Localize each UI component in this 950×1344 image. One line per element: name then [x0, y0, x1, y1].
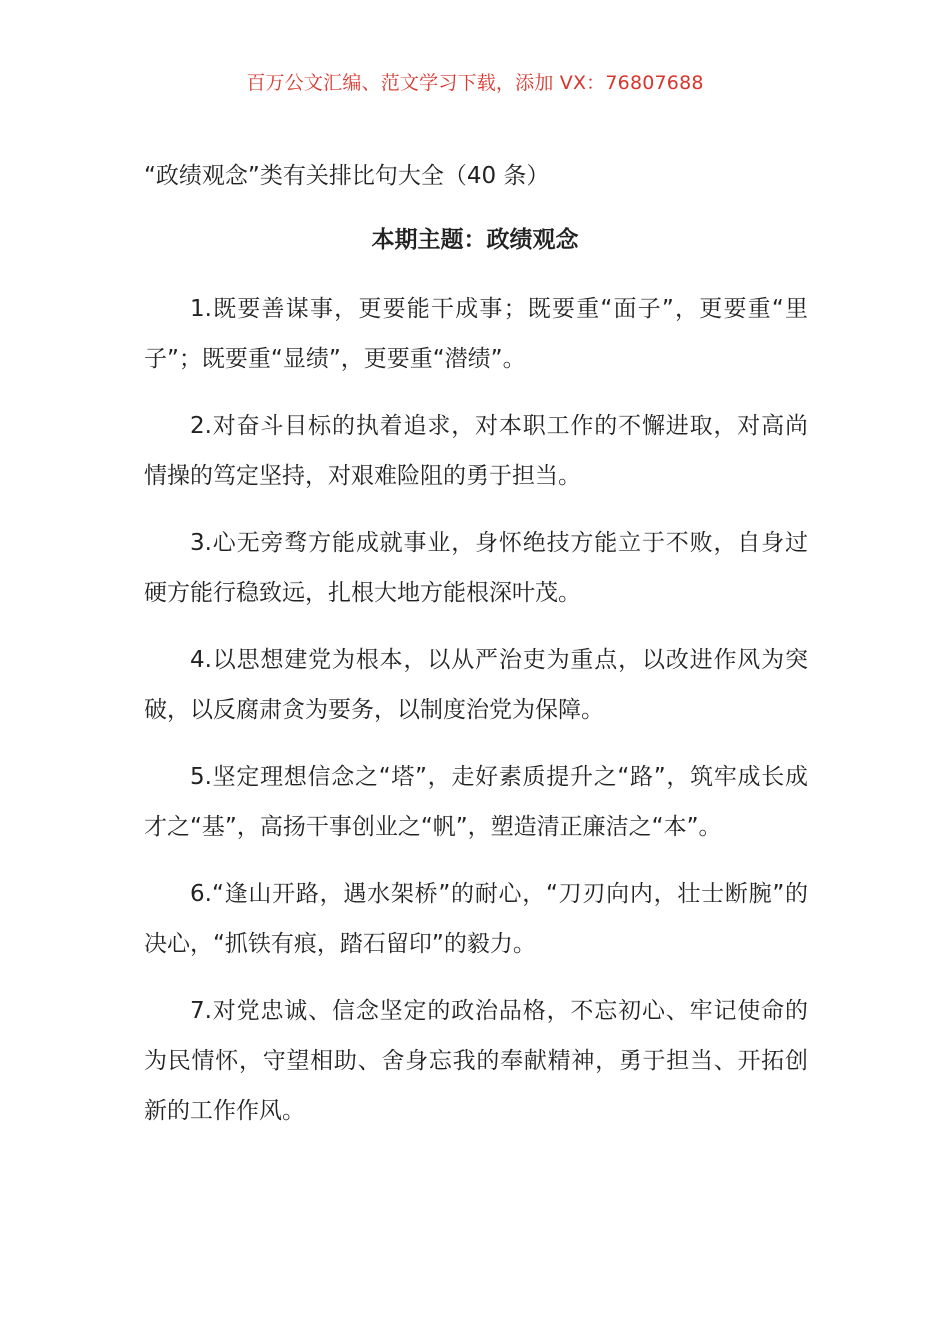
paragraph-6: 6.“逢山开路，遇水架桥”的耐心，“刀刃向内，壮士断腕”的决心，“抓铁有痕，踏石留印”的毅力。 — [144, 881, 808, 957]
theme-heading: 本期主题：政绩观念 — [371, 227, 579, 253]
paragraph-4: 4.以思想建党为根本，以从严治吏为重点，以改进作风为突破，以反腐肃贪为要务，以制度治党为保障。 — [144, 647, 808, 723]
paragraph-5: 5.坚定理想信念之“塔”，走好素质提升之“路”，筑牢成长成才之“基”，高扬干事创业之“帆”，塑造清正廉洁之“本”。 — [144, 764, 808, 840]
header-note: 百万公文汇编、范文学习下载，添加 VX：76807688 — [246, 72, 704, 94]
document-body — [144, 284, 808, 1153]
document-title: “政绩观念”类有关排比句大全（40 条） — [144, 163, 550, 189]
paragraph-3: 3.心无旁骛方能成就事业，身怀绝技方能立于不败，自身过硬方能行稳致远，扎根大地方能根深叶茂。 — [144, 530, 808, 606]
paragraph-2: 2.对奋斗目标的执着追求，对本职工作的不懈进取，对高尚情操的笃定坚持，对艰难险阻的勇于担当。 — [144, 413, 808, 489]
paragraph-1: 1.既要善谋事，更要能干成事；既要重“面子”，更要重“里子”；既要重“显绩”，更要重“潜绩”。 — [144, 296, 808, 372]
paragraph-7: 7.对党忠诚、信念坚定的政治品格，不忘初心、牢记使命的为民情怀，守望相助、舍身忘我的奉献精神，勇于担当、开拓创新的工作作风。 — [144, 998, 808, 1124]
